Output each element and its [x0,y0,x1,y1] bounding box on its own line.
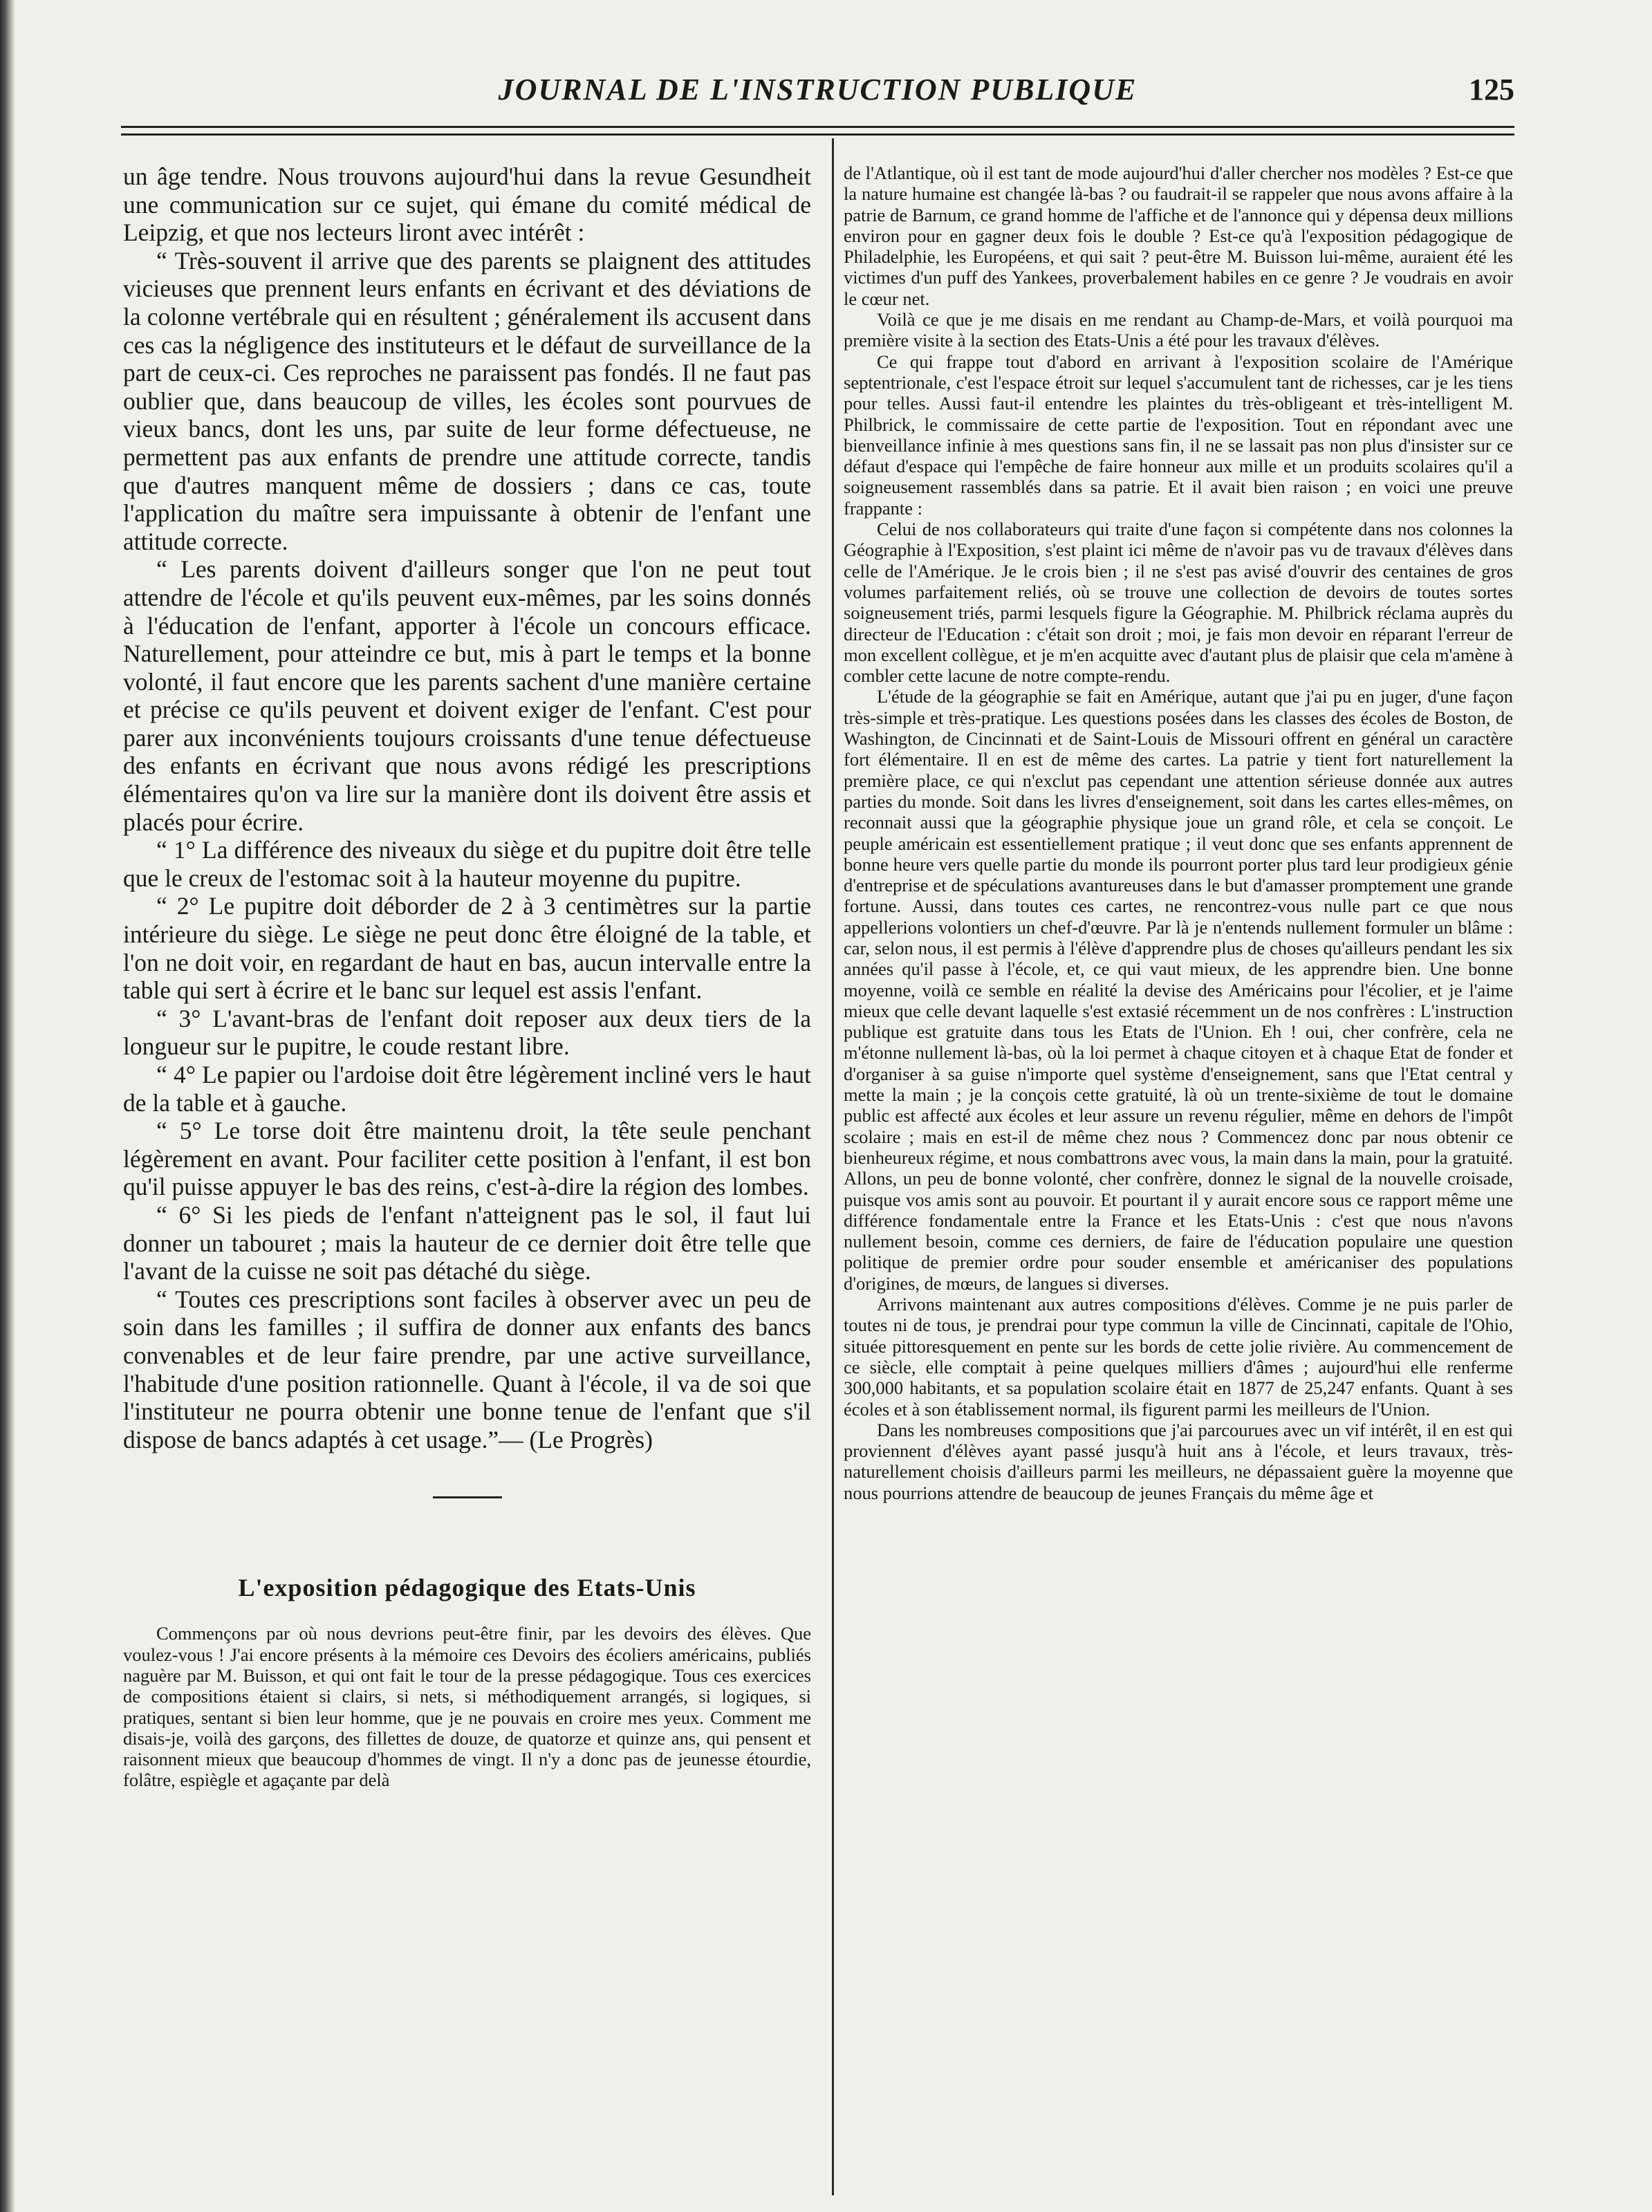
running-header [121,72,1514,113]
prescription-item: “ 2° Le pupitre doit déborder de 2 à 3 centimètres sur la partie intérieure du siège. Le siège ne peut donc être éloigné de la table, et l'on ne doit voir, en regardant de haut en bas, aucun intervalle entre la table qui sert à écrire et le banc sur lequel est assis l'enfant. [123,892,811,1005]
page-scan-edge [0,0,15,2212]
left-column [123,162,811,1791]
paragraph: Arrivons maintenant aux autres compositions d'élèves. Comme je ne puis parler de toutes ni de tous, je prendrai pour type commun la ville de Cincinnati, capitale de l'Ohio, située pittoresquement en pente sur les bords de cette jolie rivière. Au commencement de ce siècle, elle comptait à peine quelques milliers d'âmes ; aujourd'hui elle renferme 300,000 habitants, et sa population scolaire était en 1877 de 25,247 enfants. Quant à ses écoles et à son établissement normal, ils figurent parmi les meilleurs de l'Union. [844,1294,1513,1420]
paragraph: Ce qui frappe tout d'abord en arrivant à l'exposition scolaire de l'Amérique septentrionale, c'est l'espace étroit sur lequel s'accumulent tant de richesses, car je les tiens pour telles. Aussi faut-il entendre les plaintes du très-obligeant et très-intelligent M. Philbrick, le commissaire de cette partie de l'exposition. Tout en répondant avec une bienveillance infinie à mes questions sans fin, il ne se lassait pas non plus d'insister sur ce défaut d'espace qui l'empêche de faire honneur aux mille et un produits scolaires qu'il a soigneusement rassemblés dans sa patrie. Et il avait bien raison ; en voici une preuve frappante : [844,351,1513,519]
paragraph: “ Toutes ces prescriptions sont faciles à observer avec un peu de soin dans les familles ; il suffira de donner aux enfants des bancs convenables et de leur faire prendre, par une active surveillance, l'habitude d'une position rationnelle. Quant à l'école, il va de soi que l'instituteur ne pourra obtenir une bonne tenue de l'enfant que s'il dispose de bancs adaptés à cet usage.”— (Le Progrès) [123,1285,811,1453]
prescription-item: “ 6° Si les pieds de l'enfant n'atteignent pas le sol, il faut lui donner un tabouret ; mais la hauteur de ce dernier doit être telle que l'avant de la cuisse ne soit pas détaché du siège. [123,1200,811,1285]
paragraph: L'étude de la géographie se fait en Amérique, autant que j'ai pu en juger, d'une façon très-simple et très-pratique. Les questions posées dans les classes des écoles de Boston, de Washington, de Cincinnati et de Saint-Louis de Missouri offrent en général un caractère fort élémentaire. Il en est de même des cartes. La patrie y tient fort naturellement la première place, ce qui n'exclut pas cependant une attention sérieuse donnée aux autres parties du monde. Soit dans les livres d'enseignement, soit dans les cartes elles-mêmes, on reconnait aussi que la géographie physique joue un grand rôle, et cela se conçoit. Le peuple américain est essentiellement pratique ; il veut donc que ses enfants apprennent de bonne heure vers quelle partie du monde ils pourront porter plus tard leur prodigieux génie d'entreprise et de spéculations avantureuses dans le but d'amasser promptement une grande fortune. Aussi, dans toutes ces cartes, ne rencontrez-vous nulle part ce que nous appellerions volontiers un chef-d'œuvre. Par là je n'entends nullement formuler un blâme : car, selon nous, il est permis à l'élève d'apprendre plus de choses qu'ailleurs pendant les six années qu'il passe à l'école, et, ce qui vaut mieux, de les apprendre bien. Une bonne moyenne, voilà ce semble en réalité la devise des Américains pour l'écolier, et je l'aime mieux que celle devant laquelle s'est extasié récemment un de nos confrères : L'instruction publique est gratuite dans tous les Etats de l'Union. Eh ! oui, cher confrère, cela ne m'étonne nullement là-bas, où la loi permet à chaque citoyen et à chaque Etat de fonder et d'organiser à sa guise n'importe quel système d'enseignement, sans que l'Etat central y mette la main ; je la conçois cette gratuité, là où un trente-sixième de tout le domaine public est affecté aux écoles et leur assure un revenu régulier, même en dehors de l'impôt scolaire ; mais en est-il de même chez nous ? Commencez donc par nous obtenir ce bienheureux régime, et nous combattrons avec vous, la main dans la main, pour la gratuité. Allons, un peu de bonne volonté, cher confrère, donnez le signal de la nouvelle croisade, puisque vos amis sont au pouvoir. Et pourtant il y aurait encore sous ce rapport même une différence fondamentale entre la France et les Etats-Unis : c'est que nous n'avons nullement besoin, comme ces derniers, de faire de l'éducation populaire une question politique de premier ordre pour souder ensemble et américaniser des populations d'origines, de mœurs, de langues si diverses. [844,686,1513,1294]
paragraph: Celui de nos collaborateurs qui traite d'une façon si compétente dans nos colonnes la Géographie à l'Exposition, s'est plaint ici même de n'avoir pas vu de travaux d'élèves dans celle de l'Amérique. Je le crois bien ; il ne s'est pas avisé d'ouvrir des centaines de gros volumes parfaitement reliés, où se trouve une collection de devoirs de toutes sortes soigneusement triés, parmi lesquels figure la Géographie. M. Philbrick réclama auprès du directeur de l'Education : c'était son droit ; moi, je fais mon devoir en réparant l'erreur de mon excellent collègue, et je m'en acquitte avec d'autant plus de plaisir que cela m'amène à combler cette lacune de notre compte-rendu. [844,519,1513,687]
section-title: L'exposition pédagogique des Etats-Unis [238,1574,696,1602]
paragraph: “ Les parents doivent d'ailleurs songer que l'on ne peut tout attendre de l'école et qu'ils peuvent eux-mêmes, par les soins donnés à l'éducation de l'enfant, apporter à l'école un concours efficace. Naturellement, pour atteindre ce but, mis à part le temps et la bonne volonté, il faut encore que les parents sachent d'une manière certaine et précise ce qu'ils peuvent et doivent exiger de l'enfant. C'est pour parer aux inconvénients toujours croissants d'une tenue défectueuse des enfants en écrivant que nous avons rédigé les prescriptions élémentaires qu'on va lire sur la manière dont ils doivent être assis et placés pour écrire. [123,555,811,836]
paragraph: “ Très-souvent il arrive que des parents se plaignent des attitudes vicieuses que prennent leurs enfants en écrivant et des déviations de la colonne vertébrale qui en résultent ; généralement ils accusent dans ces cas la négligence des instituteurs et le défaut de surveillance de la part de ceux-ci. Ces reproches ne paraissent pas fondés. Il ne faut pas oublier que, dans beaucoup de villes, les écoles sont pourvues de vieux bancs, dont les uns, par suite de leur forme défectueuse, ne permettent pas aux enfants de prendre une attitude correcte, tandis que d'autres manquent même de dossiers ; dans ce cas, toute l'application du maître sera impuissante à obtenir de l'enfant une attitude correcte. [123,246,811,555]
paragraph: Dans les nombreuses compositions que j'ai parcourues avec un vif intérêt, il en est qui proviennent d'élèves ayant passé jusqu'à huit ans à l'école, et leurs travaux, très-naturellement choisis d'ailleurs parmi les meilleurs, ne dépassaient guère la moyenne que nous pourrions attendre de beaucoup de jeunes Français du même âge et [844,1419,1513,1503]
section-separator [433,1496,502,1498]
paragraph: un âge tendre. Nous trouvons aujourd'hui dans la revue Gesundheit une communication sur ce sujet, qui émane du comité médical de Leipzig, et que nos lecteurs liront avec intérêt : [123,162,811,247]
paragraph: Voilà ce que je me disais en me rendant au Champ-de-Mars, et voilà pourquoi ma première visite à la section des Etats-Unis a été pour les travaux d'élèves. [844,309,1513,351]
prescription-item: “ 4° Le papier ou l'ardoise doit être légèrement incliné vers le haut de la table et à gauche. [123,1061,811,1117]
prescription-item: “ 3° L'avant-bras de l'enfant doit reposer aux deux tiers de la longueur sur le pupitre, le coude restant libre. [123,1004,811,1061]
prescription-item: “ 5° Le torse doit être maintenu droit, la tête seule penchant légèrement en avant. Pour faciliter cette position à l'enfant, il est bon qu'il puisse appuyer le bas des reins, c'est-à-dire la région des lombes. [123,1117,811,1201]
paragraph: Commençons par où nous devrions peut-être finir, par les devoirs des élèves. Que voulez-vous ! J'ai encore présents à la mémoire ces Devoirs des écoliers américains, publiés naguère par M. Buisson, et qui ont fait le tour de la presse pédagogique. Tous ces exercices de compositions étaient si clairs, si nets, si méthodiquement arrangés, si logiques, si pratiques, sentant si bien leur homme, que je ne pouvais en croire mes yeux. Comment me disais-je, voilà des garçons, des fillettes de douze, de quatorze et quinze ans, qui pensent et raisonnent mieux que beaucoup d'hommes de vingt. Il n'y a donc pas de jeunesse étourdie, folâtre, espiègle et agaçante par delà [123,1623,811,1791]
journal-title: JOURNAL DE L'INSTRUCTION PUBLIQUE [498,73,1138,106]
column-divider [832,138,834,2195]
page-number: 125 [1469,73,1514,106]
prescription-item: “ 1° La différence des niveaux du siège et du pupitre doit être telle que le creux de l'estomac soit à la hauteur moyenne du pupitre. [123,836,811,892]
right-column [844,162,1513,1503]
header-double-rule [121,126,1514,136]
paragraph: de l'Atlantique, où il est tant de mode aujourd'hui d'aller chercher nos modèles ? Est-ce que la nature humaine est changée là-bas ? ou faudrait-il se rappeler que nous avons affaire à la patrie de Barnum, ce grand homme de l'affiche et de l'annonce qui y dépensa deux millions environ pour en gagner deux fois le double ? Est-ce qu'à l'exposition pédagogique de Philadelphie, les Européens, et qui sait ? peut-être M. Buisson lui-même, auraient été les victimes d'un puff des Yankees, proverbalement habiles en ce genre ? Je voudrais en avoir le cœur net. [844,162,1513,309]
